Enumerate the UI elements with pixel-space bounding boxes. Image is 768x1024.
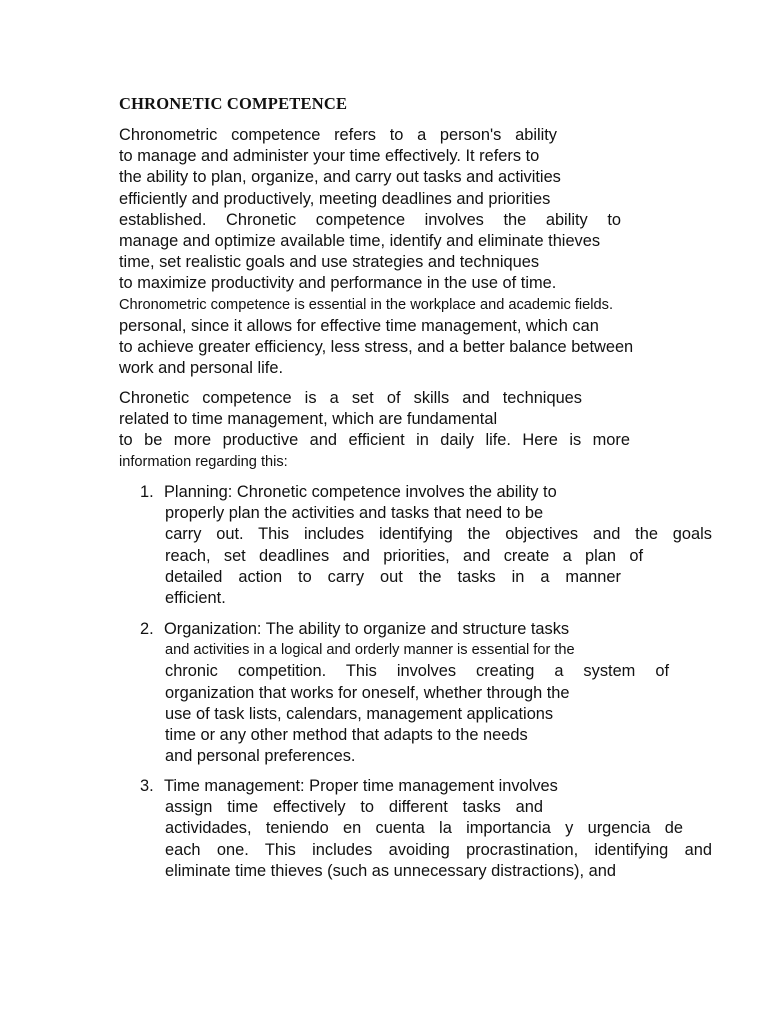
list-item-line: actividades, teniendo en cuenta la importancia y urgencia de bbox=[165, 819, 683, 838]
paragraph-intro bbox=[119, 125, 739, 379]
list-item-first-line bbox=[140, 619, 669, 640]
list-item-line: reach, set deadlines and priorities, and create a plan of bbox=[165, 546, 643, 565]
list-item-line: chronic competition. This involves creating a system of bbox=[165, 662, 669, 681]
text-line: time, set realistic goals and use strategies and techniques bbox=[119, 253, 540, 272]
list-item-line: and personal preferences. bbox=[165, 747, 356, 766]
list-item-line: time or any other method that adapts to the needs bbox=[165, 726, 528, 745]
text-line: Chronometric competence is essential in the workplace and academic fields. bbox=[119, 296, 613, 313]
list-item-line: carry out. This includes identifying the objectives and the goals bbox=[165, 525, 712, 544]
list-number: 2. bbox=[140, 620, 154, 638]
text-line: work and personal life. bbox=[119, 359, 283, 378]
list-item-text: Planning: Chronetic competence involves the ability to bbox=[164, 483, 557, 501]
text-line: to achieve greater efficiency, less stress, and a better balance between bbox=[119, 338, 634, 357]
text-line: information regarding this: bbox=[119, 453, 288, 470]
text-line: established. Chronetic competence involves the ability to bbox=[119, 210, 621, 229]
text-line: manage and optimize available time, identify and eliminate thieves bbox=[119, 232, 601, 251]
list-item-line: organization that works for oneself, whether through the bbox=[165, 683, 570, 702]
text-line: related to time management, which are fundamental bbox=[119, 410, 498, 429]
list-item-text: Organization: The ability to organize and structure tasks bbox=[164, 620, 570, 638]
list-item-line: detailed action to carry out the tasks in a manner bbox=[165, 567, 621, 586]
list-number: 1. bbox=[140, 483, 154, 501]
list-item-planning bbox=[140, 482, 712, 609]
document-title: CHRONETIC COMPETENCE bbox=[119, 94, 348, 113]
text-line: personal, since it allows for effective time management, which can bbox=[119, 316, 599, 335]
list-item-line: efficient. bbox=[165, 589, 226, 608]
list-item-line: assign time effectively to different tasks and bbox=[165, 798, 543, 817]
text-line: efficiently and productively, meeting deadlines and priorities bbox=[119, 189, 551, 208]
text-line: Chronometric competence refers to a person's ability bbox=[119, 126, 557, 144]
list-item-time-management bbox=[140, 776, 712, 882]
list-item-line: and activities in a logical and orderly manner is essential for the bbox=[165, 642, 575, 659]
list-item-first-line bbox=[140, 776, 712, 797]
list-item-line: properly plan the activities and tasks that need to be bbox=[165, 504, 544, 523]
paragraph-overview bbox=[119, 388, 739, 473]
text-line: to maximize productivity and performance in the use of time. bbox=[119, 274, 557, 293]
text-line: to be more productive and efficient in daily life. Here is more bbox=[119, 431, 630, 450]
list-item-text: Time management: Proper time management involves bbox=[164, 777, 558, 795]
list-item-line: use of task lists, calendars, management applications bbox=[165, 704, 554, 723]
list-number: 3. bbox=[140, 777, 154, 795]
list-item-line: eliminate time thieves (such as unnecessary distractions), and bbox=[165, 861, 616, 880]
list-item-organization bbox=[140, 619, 669, 767]
list-item-first-line bbox=[140, 482, 712, 503]
list-item-line: each one. This includes avoiding procrastination, identifying and bbox=[165, 840, 712, 859]
text-line: to manage and administer your time effectively. It refers to bbox=[119, 147, 540, 166]
text-line: Chronetic competence is a set of skills and techniques bbox=[119, 389, 582, 407]
text-line: the ability to plan, organize, and carry out tasks and activities bbox=[119, 168, 561, 187]
